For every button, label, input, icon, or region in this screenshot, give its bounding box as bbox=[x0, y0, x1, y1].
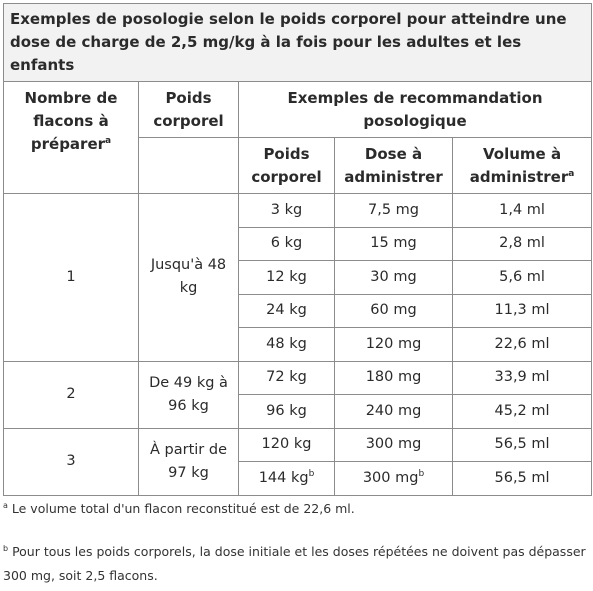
volume-cell: 11,3 ml bbox=[453, 294, 592, 328]
dose-cell: 30 mg bbox=[335, 261, 453, 295]
header-weight: Poids corporel bbox=[139, 82, 239, 138]
weight-cell: 120 kg bbox=[239, 428, 335, 462]
table-row bbox=[4, 428, 592, 462]
vials-cell: 1 bbox=[4, 194, 139, 362]
header-vials-text: Nombre de flacons à préparer bbox=[24, 89, 118, 153]
weight-value: 144 kg bbox=[258, 469, 309, 486]
dose-cell: 7,5 mg bbox=[335, 194, 453, 228]
dose-cell: 60 mg bbox=[335, 294, 453, 328]
weight-cell bbox=[239, 462, 335, 496]
footnote-ref-b: b bbox=[308, 468, 315, 479]
volume-cell: 33,9 ml bbox=[453, 361, 592, 395]
dosage-table bbox=[3, 3, 592, 496]
weight-range-cell: À partir de 97 kg bbox=[139, 428, 239, 495]
subheader-weight: Poids corporel bbox=[239, 138, 335, 194]
volume-cell: 22,6 ml bbox=[453, 328, 592, 362]
volume-cell: 5,6 ml bbox=[453, 261, 592, 295]
subheader-volume bbox=[453, 138, 592, 194]
volume-cell: 2,8 ml bbox=[453, 227, 592, 261]
table-row bbox=[4, 194, 592, 228]
footnote-ref-a: a bbox=[105, 136, 112, 146]
dose-value: 300 mg bbox=[362, 469, 419, 486]
weight-cell: 96 kg bbox=[239, 395, 335, 429]
weight-cell: 72 kg bbox=[239, 361, 335, 395]
header-vials bbox=[4, 82, 139, 194]
volume-cell: 1,4 ml bbox=[453, 194, 592, 228]
volume-cell: 56,5 ml bbox=[453, 428, 592, 462]
weight-cell: 12 kg bbox=[239, 261, 335, 295]
header-examples: Exemples de recommandation posologique bbox=[239, 82, 592, 138]
dose-cell: 180 mg bbox=[335, 361, 453, 395]
dose-cell: 120 mg bbox=[335, 328, 453, 362]
weight-cell: 24 kg bbox=[239, 294, 335, 328]
vials-cell: 3 bbox=[4, 428, 139, 495]
weight-cell: 48 kg bbox=[239, 328, 335, 362]
footnote-ref-b: b bbox=[418, 468, 425, 479]
table-caption: Exemples de posologie selon le poids corporel pour atteindre une dose de charge de 2,5 mg/kg à la fois pour les adultes et les enfants bbox=[4, 4, 592, 82]
subheader-volume-text: Volume à administrer bbox=[469, 144, 569, 186]
footnote-a-text: Le volume total d'un flacon reconstitué est de 22,6 ml. bbox=[11, 501, 355, 516]
volume-cell: 45,2 ml bbox=[453, 395, 592, 429]
weight-cell: 6 kg bbox=[239, 227, 335, 261]
subheader-dose: Dose à administrer bbox=[335, 138, 453, 194]
vials-cell: 2 bbox=[4, 361, 139, 428]
footnote-a bbox=[3, 497, 355, 521]
table-row bbox=[4, 361, 592, 395]
footnote-b-text: Pour tous les poids corporels, la dose initiale et les doses répétées ne doivent pas dépasser 300 mg, soit 2,5 flacons. bbox=[3, 544, 586, 583]
weight-range-cell: De 49 kg à 96 kg bbox=[139, 361, 239, 428]
volume-cell: 56,5 ml bbox=[453, 462, 592, 496]
weight-range-cell: Jusqu'à 48 kg bbox=[139, 194, 239, 362]
footnote-a-mark: a bbox=[3, 500, 8, 510]
header-spacer bbox=[139, 138, 239, 194]
weight-cell: 3 kg bbox=[239, 194, 335, 228]
footnote-b bbox=[3, 540, 588, 588]
footnote-ref-a: a bbox=[568, 168, 575, 179]
dose-cell: 240 mg bbox=[335, 395, 453, 429]
dose-cell: 300 mg bbox=[335, 428, 453, 462]
dose-cell bbox=[335, 462, 453, 496]
footnote-b-mark: b bbox=[3, 543, 9, 553]
dose-cell: 15 mg bbox=[335, 227, 453, 261]
